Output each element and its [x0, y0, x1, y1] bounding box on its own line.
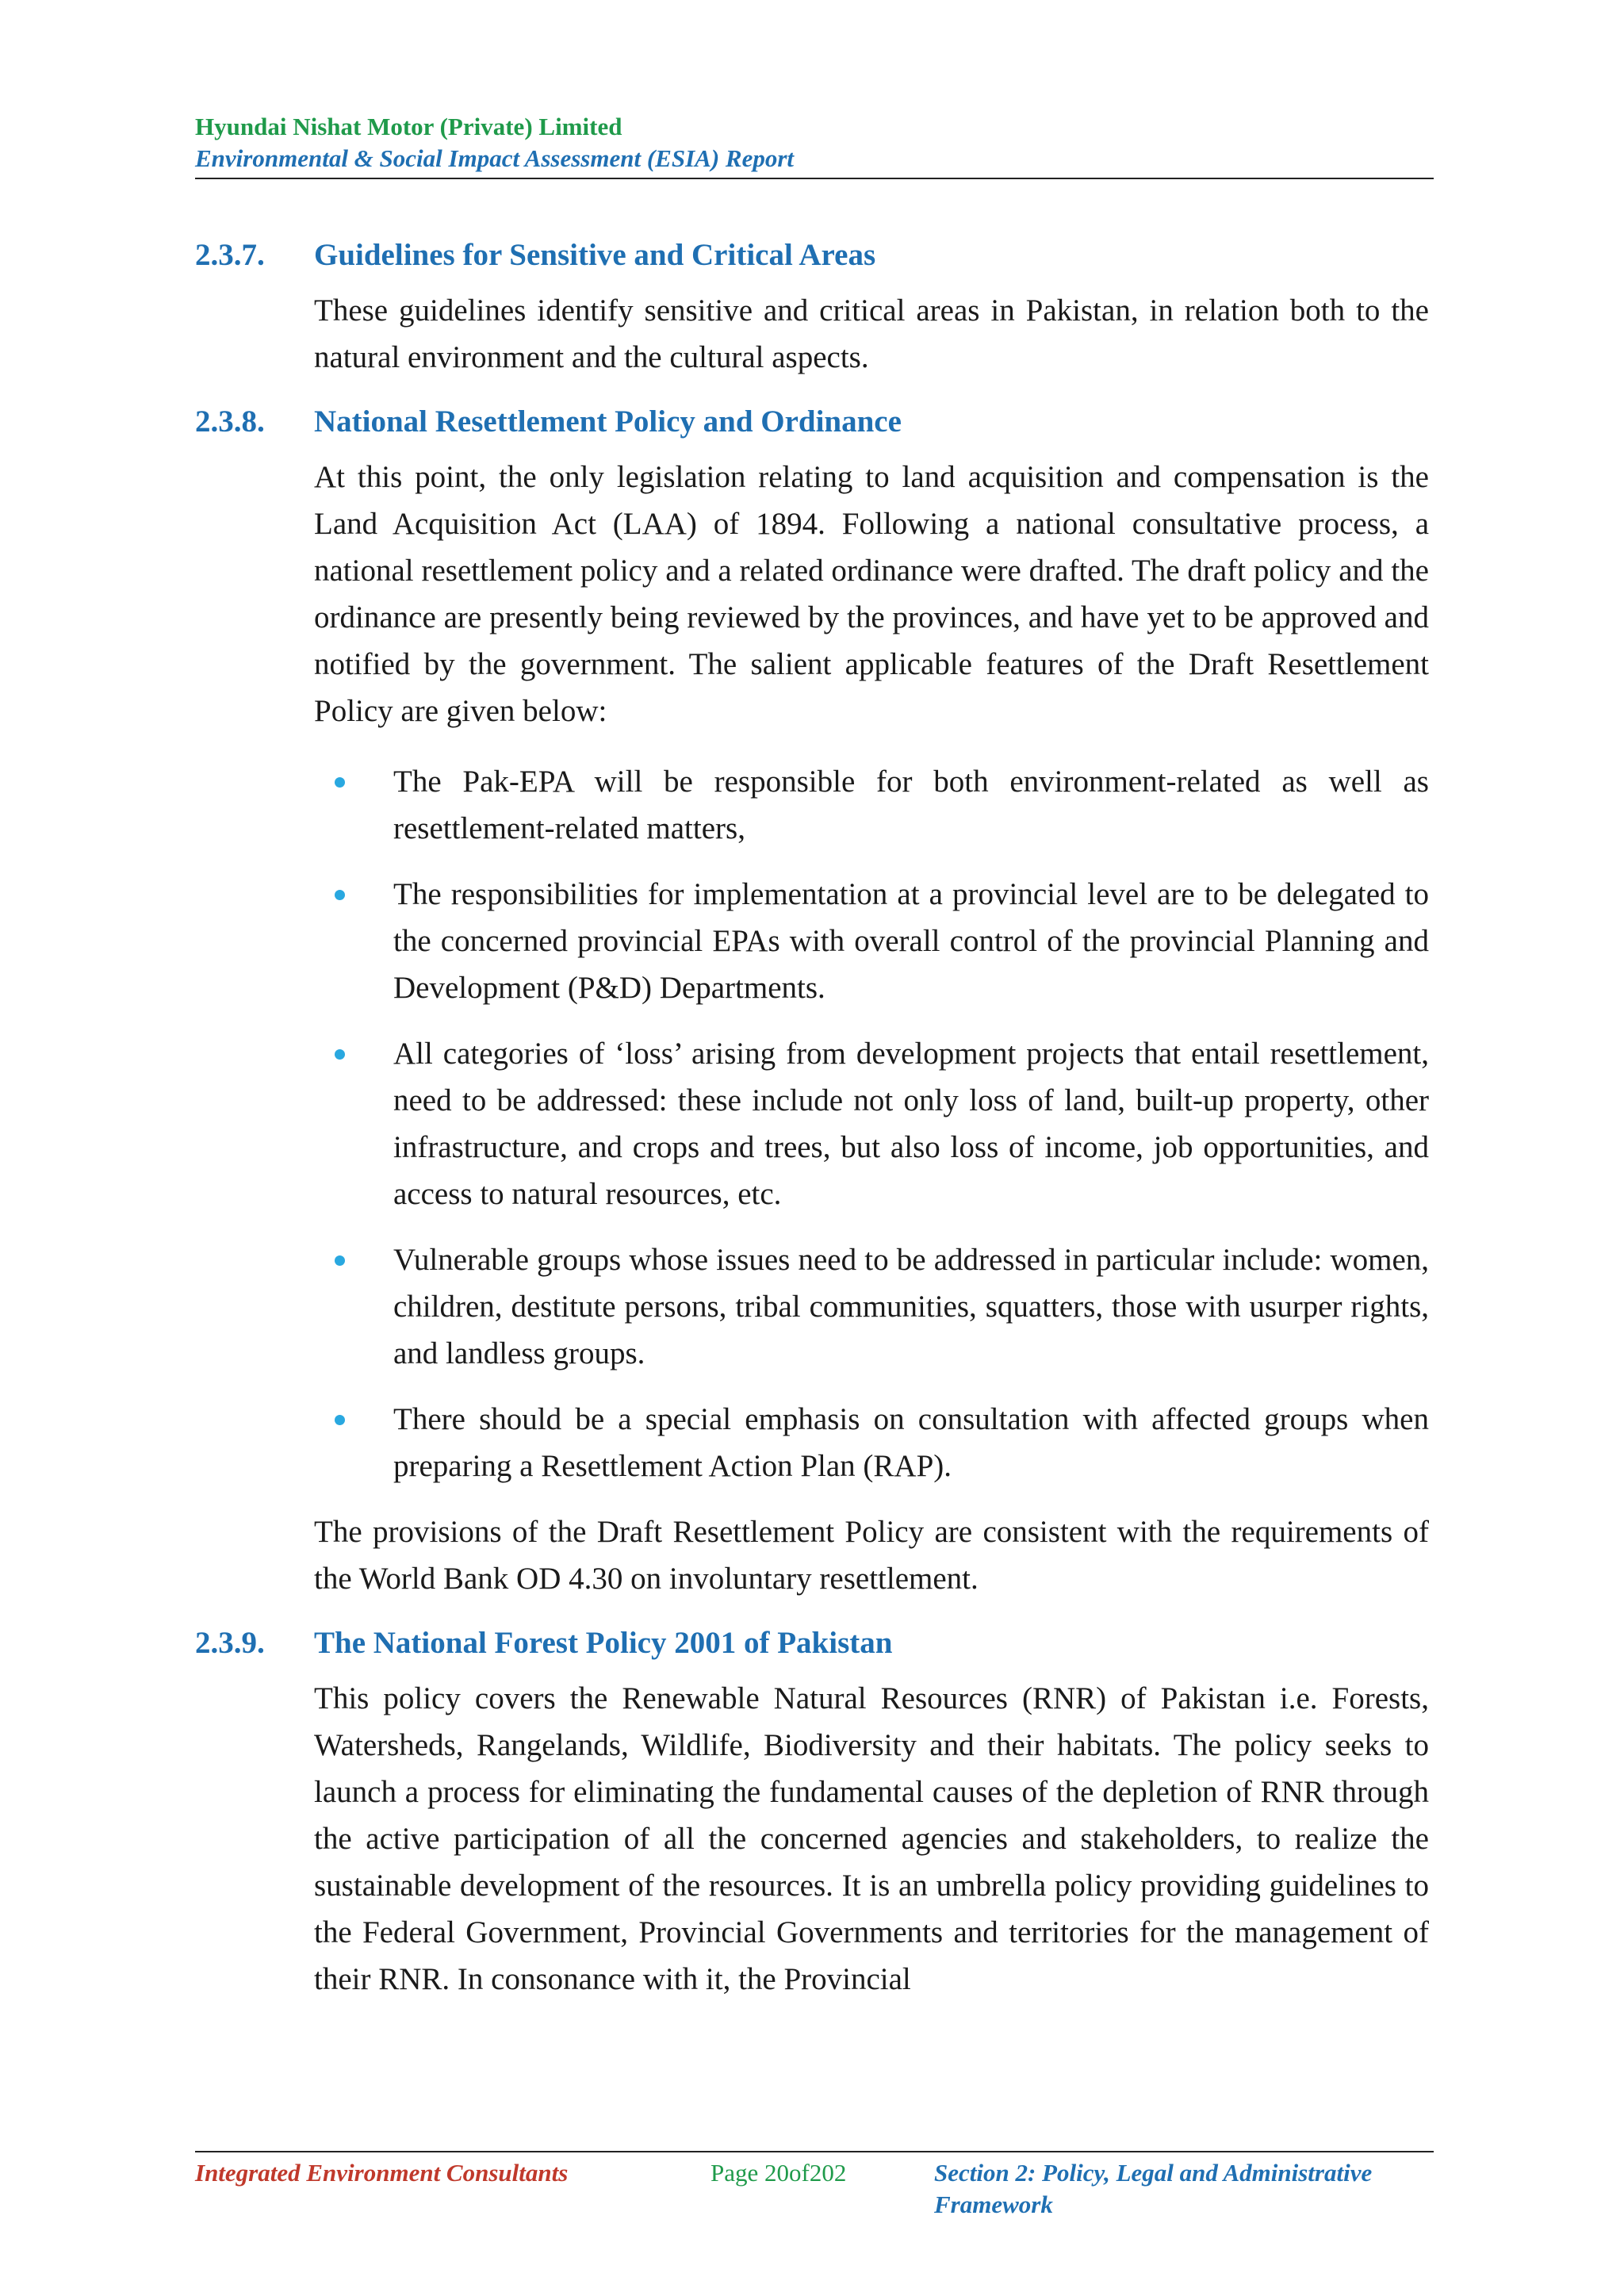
- page-header: [195, 111, 1434, 179]
- section-heading-2-3-8: [195, 397, 1429, 447]
- bullet-icon: [314, 1396, 393, 1489]
- bullet-icon: [314, 871, 393, 1011]
- header-report-title: Environmental & Social Impact Assessment (ESIA) Report: [195, 144, 795, 172]
- bullet-icon: [314, 1030, 393, 1217]
- list-item: [314, 758, 1429, 852]
- section-paragraph: This policy covers the Renewable Natural Resources (RNR) of Pakistan i.e. Forests, Watersheds, Rangelands, Wildlife, Biodiversity and their habitats. The policy seeks to launch a process for eliminating the fundamental causes of the depletion of RNR through the active participation of all the concerned agencies and stakeholders, to realize the sustainable development of the resources. It is an umbrella policy providing guidelines to the Federal Government, Provincial Governments and territories for the management of their RNR. In consonance with it, the Provincial: [314, 1681, 1429, 1996]
- header-company-name: Hyundai Nishat Motor (Private) Limited: [195, 113, 622, 140]
- list-item-text: The responsibilities for implementation at a provincial level are to be delegated to the concerned provincial EPAs with overall control of the provincial Planning and Development (P&D) Departments.: [393, 877, 1429, 1005]
- footer-section-label: Section 2: Policy, Legal and Administrative Framework: [934, 2159, 1373, 2218]
- section-title: Guidelines for Sensitive and Critical Areas: [314, 238, 876, 272]
- list-item-text: Vulnerable groups whose issues need to be addressed in particular include: women, children, destitute persons, tribal communities, squatters, those with usurper rights, and landless groups.: [393, 1243, 1429, 1370]
- section-title: The National Forest Policy 2001 of Pakistan: [314, 1626, 893, 1660]
- list-item: [314, 1396, 1429, 1489]
- section-closing-paragraph: The provisions of the Draft Resettlement Policy are consistent with the requirements of the World Bank OD 4.30 on involuntary resettlement.: [314, 1515, 1429, 1596]
- list-item-text: The Pak-EPA will be responsible for both environment-related as well as resettlement-related matters,: [393, 765, 1429, 845]
- document-body: [195, 230, 1429, 2014]
- section-title: National Resettlement Policy and Ordinance: [314, 404, 902, 439]
- bullet-icon: [314, 1236, 393, 1377]
- section-number: 2.3.8.: [195, 404, 265, 439]
- section-heading-2-3-9: [195, 1618, 1429, 1669]
- section-number: 2.3.9.: [195, 1626, 265, 1660]
- section-number: 2.3.7.: [195, 238, 265, 272]
- section-paragraph: At this point, the only legislation relating to land acquisition and compensation is the Land Acquisition Act (LAA) of 1894. Following a national consultative process, a national resettlement policy and a related ordinance were drafted. The draft policy and the ordinance are presently being reviewed by the provinces, and have yet to be approved and notified by the government. The salient applicable features of the Draft Resettlement Policy are given below:: [314, 460, 1429, 728]
- footer-consultant-name: Integrated Environment Consultants: [195, 2159, 569, 2187]
- section-heading-2-3-7: [195, 230, 1429, 281]
- policy-features-list: [314, 758, 1429, 1489]
- list-item: [314, 871, 1429, 1011]
- page-footer: [195, 2151, 1434, 2221]
- bullet-icon: [314, 758, 393, 852]
- list-item: [314, 1236, 1429, 1377]
- section-paragraph: These guidelines identify sensitive and critical areas in Pakistan, in relation both to the natural environment and the cultural aspects.: [314, 293, 1429, 374]
- list-item-text: All categories of ‘loss’ arising from development projects that entail resettlement, need to be addressed: these include not only loss of land, built-up property, other infrastructure, and crops and trees, but also loss of income, job opportunities, and access to natural resources, etc.: [393, 1037, 1429, 1211]
- list-item-text: There should be a special emphasis on consultation with affected groups when preparing a Resettlement Action Plan (RAP).: [393, 1402, 1429, 1483]
- page-number: Page 20of202: [710, 2159, 847, 2187]
- list-item: [314, 1030, 1429, 1217]
